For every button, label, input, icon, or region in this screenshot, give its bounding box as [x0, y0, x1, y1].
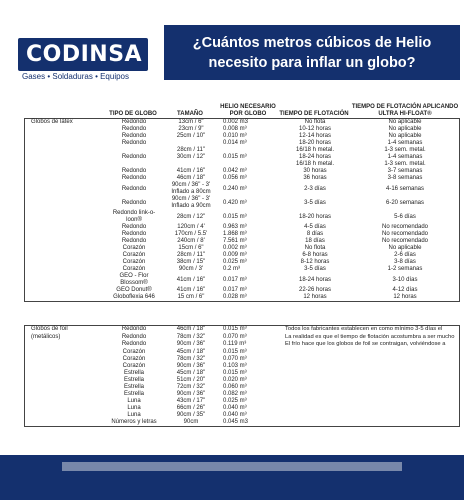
cell-type: Luna — [127, 404, 141, 411]
cell-helium: 0.963 m³ — [223, 224, 247, 230]
cell-type: Corazón — [122, 362, 146, 369]
table-row — [25, 238, 459, 245]
cell-type: Redondo — [121, 168, 147, 174]
table-row — [25, 287, 459, 294]
table-row — [25, 252, 459, 259]
cell-float: 18-24 horas — [298, 154, 332, 160]
group-cell — [25, 419, 105, 426]
cell-helium: 0.008 m³ — [223, 126, 247, 132]
cell-size: 90cm / 36" - 3' Inflado a 80cm — [171, 182, 211, 195]
group-cell — [25, 273, 105, 287]
foil-group-label: Globos de foil — [31, 326, 68, 332]
footer-blurred-text — [62, 462, 402, 471]
cell-size: 41cm / 16" — [176, 287, 206, 293]
group-cell — [25, 147, 105, 154]
cell-hifloat: 6-20 semanas — [385, 199, 425, 206]
header — [0, 0, 464, 92]
brand-tagline: Gases • Soldaduras • Equipos — [22, 72, 129, 81]
cell-hifloat: No aplicable — [388, 245, 422, 251]
group-cell — [25, 140, 105, 147]
table-row — [25, 168, 459, 175]
cell-helium: 0.025 m³ — [223, 259, 247, 265]
cell-hifloat: No aplicable — [388, 126, 422, 132]
table-row — [25, 259, 459, 266]
cell-size: 15cm / 6" — [178, 245, 204, 251]
latex-table-frame — [24, 118, 460, 302]
cell-hifloat: 3-8 semanas — [387, 175, 423, 181]
cell-helium: 0.009 m³ — [223, 252, 247, 258]
cell-type: Redondo — [121, 133, 147, 139]
cell-float: 10-12 horas — [298, 126, 332, 132]
cell-float: 22-26 horas — [298, 287, 332, 293]
cell-size: 90cm / 36" - 3' Inflado a 90cm — [171, 196, 211, 209]
table-row — [25, 412, 459, 419]
note-cell — [279, 349, 459, 356]
cell-helium: 0.025 m³ — [223, 397, 247, 404]
group-cell — [25, 341, 105, 349]
group-cell — [25, 231, 105, 238]
group-cell — [25, 161, 105, 168]
cell-size — [163, 140, 219, 147]
cell-size: 90cm / 36" — [176, 390, 206, 397]
cell-size: 45cm / 18" — [176, 369, 206, 376]
note-cell — [279, 356, 459, 363]
table-row — [25, 419, 459, 426]
group-cell — [25, 210, 105, 224]
table-row — [25, 245, 459, 252]
cell-float: 3-5 días — [304, 199, 326, 206]
group-cell — [25, 356, 105, 363]
cell-type: Redondo — [121, 140, 147, 146]
cell-size: 90cm / 35" — [176, 411, 206, 418]
cell-hifloat: 2-6 días — [394, 252, 416, 258]
cell-size: 66cm / 26" — [176, 404, 206, 411]
cell-helium: 0.045 m3 — [223, 418, 249, 425]
header-tamano: TAMAÑO — [177, 111, 203, 117]
cell-helium: 0.015 m³ — [223, 348, 247, 355]
cell-type: Luna — [127, 397, 141, 404]
cell-type: Redondo — [121, 126, 147, 132]
cell-size: 38cm / 15" — [176, 259, 206, 265]
cell-type: Redondo — [121, 238, 147, 244]
group-cell — [25, 370, 105, 377]
cell-helium: 0.056 m³ — [223, 175, 247, 181]
header-helio: HELIO NECESARIO POR GLOBO — [220, 104, 276, 117]
cell-hifloat: No recomendado — [381, 224, 429, 230]
table-row — [25, 210, 459, 224]
cell-type — [105, 147, 163, 154]
table-row — [25, 341, 459, 349]
cell-float: 12 horas — [303, 294, 327, 300]
cell-float: 30 horas — [303, 168, 327, 174]
cell-type: GEO Donut® — [116, 287, 152, 293]
note-cell — [279, 384, 459, 391]
cell-helium: 0.015 m³ — [223, 326, 247, 333]
cell-type: Números y letras — [111, 418, 157, 425]
cell-size: 90cm / 3' — [178, 266, 204, 272]
cell-helium: 0.420 m³ — [223, 199, 247, 206]
cell-helium: 7.561 m³ — [223, 238, 247, 244]
cell-float: 3-5 días — [304, 266, 326, 272]
table-row — [25, 147, 459, 154]
cell-hifloat: 4-16 semanas — [385, 185, 425, 192]
table-row — [25, 175, 459, 182]
cell-size: 72cm / 32" — [176, 383, 206, 390]
cell-size: 90cm / 36" — [176, 341, 206, 348]
group-cell — [25, 252, 105, 259]
cell-size: 25cm / 10" — [176, 133, 206, 139]
title-line-1: ¿Cuántos metros cúbicos de Helio — [192, 35, 432, 51]
cell-float: No flota — [304, 245, 326, 251]
footer-band — [0, 455, 464, 500]
cell-helium: 0.119 m³ — [223, 341, 247, 348]
note-cell — [279, 398, 459, 405]
note-cell — [279, 370, 459, 377]
cell-size: 120cm / 4' — [177, 224, 205, 230]
page-title — [164, 25, 460, 73]
cell-type: Globoflexia 646 — [113, 294, 155, 300]
note-cell — [279, 363, 459, 370]
group-cell — [25, 266, 105, 273]
cell-float: 18 días — [305, 238, 325, 244]
cell-hifloat: No recomendado — [381, 238, 429, 244]
foil-group-label-sub: (metálicos) — [31, 333, 61, 340]
group-cell — [25, 259, 105, 266]
table-row — [25, 119, 459, 126]
table-row — [25, 363, 459, 370]
table-row — [25, 384, 459, 391]
cell-hifloat: 3-10 días — [392, 276, 418, 283]
cell-float: 2-3 días — [304, 185, 326, 192]
note-cell — [279, 419, 459, 426]
cell-type: Redondo — [121, 175, 147, 181]
foil-note-line: Todos los fabricantes establecen en como mínimo 3-5 días el — [285, 326, 443, 332]
table-row — [25, 334, 459, 342]
cell-float: 4-5 días — [304, 224, 326, 230]
cell-helium — [219, 161, 279, 168]
cell-helium: 0.082 m³ — [223, 390, 247, 397]
cell-helium: 0.2 m³ — [223, 266, 241, 272]
latex-header-table — [24, 104, 460, 118]
cell-float: 16/18 h metal. — [295, 161, 335, 167]
cell-float: 12-14 horas — [298, 133, 332, 139]
cell-size: 15 cm / 6" — [177, 294, 205, 300]
table-row — [25, 182, 459, 196]
cell-hifloat: No recomendado — [381, 231, 429, 237]
table-row — [25, 294, 459, 301]
cell-hifloat: 1-4 semanas — [387, 140, 423, 146]
cell-size: 28cm / 11" — [176, 147, 206, 153]
cell-hifloat: 1-3 sem. metal. — [384, 161, 426, 167]
cell-size — [163, 161, 219, 168]
title-banner — [164, 25, 460, 80]
cell-size: 90cm — [183, 418, 199, 425]
cell-float: 18-24 horas — [298, 276, 332, 283]
group-cell — [25, 398, 105, 405]
table-row — [25, 154, 459, 161]
cell-helium: 0.060 m³ — [223, 383, 247, 390]
cell-type — [105, 161, 163, 168]
cell-type: Corazón — [122, 348, 146, 355]
note-cell — [279, 412, 459, 419]
cell-size: 170cm / 5.5' — [174, 231, 208, 237]
cell-float: 8-12 horas — [300, 259, 330, 265]
cell-helium — [219, 147, 279, 154]
cell-type: Estrella — [123, 369, 144, 376]
foil-note-line: El frío hace que los globos de foil se contraigan, volviéndose a — [285, 341, 446, 347]
table-row — [25, 405, 459, 412]
cell-hifloat: 3-7 semanas — [387, 168, 423, 174]
cell-size: 41cm / 16" — [176, 276, 206, 283]
group-cell — [25, 245, 105, 252]
foil-note-line: La realidad es que el tiempo de flotación acostumbra a ser mucho — [285, 333, 455, 340]
table-row — [25, 377, 459, 384]
cell-float: 18-20 horas — [298, 213, 332, 220]
group-cell — [25, 294, 105, 301]
table-row — [25, 349, 459, 356]
cell-hifloat: 4-12 días — [392, 287, 418, 293]
note-cell — [279, 391, 459, 398]
cell-size: 78cm / 32" — [176, 355, 206, 362]
latex-table-block — [24, 104, 460, 302]
group-cell — [25, 175, 105, 182]
cell-type: Estrella — [123, 390, 144, 397]
cell-size: 46cm / 18" — [176, 326, 206, 333]
cell-size: 78cm / 32" — [176, 333, 206, 340]
group-cell — [25, 349, 105, 356]
cell-size: 240cm / 8' — [177, 238, 205, 244]
table-row — [25, 273, 459, 287]
cell-float: 36 horas — [303, 175, 327, 181]
note-cell — [279, 405, 459, 412]
cell-type: Redondo — [121, 341, 147, 348]
cell-helium: 0.017 m³ — [223, 276, 247, 283]
cell-size: 13cm / 6" — [178, 119, 204, 125]
cell-type: Redondo — [121, 231, 147, 237]
title-line-2: necesito para inflar un globo? — [208, 55, 416, 71]
group-cell — [25, 405, 105, 412]
foil-table-frame — [24, 325, 460, 427]
table-row — [25, 370, 459, 377]
cell-hifloat: No aplicable — [388, 119, 422, 125]
group-cell — [25, 182, 105, 196]
cell-type: Redondo — [121, 185, 147, 192]
cell-helium: 0.020 m³ — [223, 376, 247, 383]
cell-type: Corazón — [122, 259, 146, 265]
cell-size: 28cm / 12" — [176, 213, 206, 220]
cell-float: 16/18 h metal. — [295, 147, 335, 153]
group-cell — [25, 196, 105, 210]
table-row — [25, 326, 459, 334]
table-row — [25, 266, 459, 273]
cell-type: Redondo — [121, 154, 147, 160]
table-row — [25, 196, 459, 210]
table-row — [25, 398, 459, 405]
cell-hifloat: 1-3 sem. metal. — [384, 147, 426, 153]
table-row — [25, 224, 459, 231]
cell-hifloat: 5-6 días — [394, 213, 416, 220]
group-cell — [25, 412, 105, 419]
cell-float: 6-8 horas — [302, 252, 328, 258]
table-row — [25, 231, 459, 238]
table-row — [25, 391, 459, 398]
cell-hifloat: 12 horas — [393, 294, 417, 300]
latex-table — [25, 119, 459, 301]
cell-type: Redondo — [121, 333, 147, 340]
cell-helium: 0.042 m³ — [223, 168, 247, 174]
cell-hifloat: 1-4 semanas — [387, 154, 423, 160]
table-row — [25, 126, 459, 133]
foil-table-block — [24, 325, 460, 427]
table-row — [25, 161, 459, 168]
cell-size: 46cm / 18" — [176, 175, 206, 181]
group-cell — [25, 384, 105, 391]
cell-type: Estrella — [123, 376, 144, 383]
cell-hifloat: No aplicable — [388, 133, 422, 139]
cell-type: Redondo — [121, 326, 147, 333]
header-flotacion: TIEMPO DE FLOTACIÓN — [279, 111, 349, 117]
group-cell — [25, 391, 105, 398]
cell-helium: 0.070 m³ — [223, 333, 247, 340]
cell-helium: 0.010 m³ — [223, 133, 247, 139]
cell-helium: 1.868 m³ — [223, 231, 247, 237]
cell-helium: 0.040 m³ — [223, 404, 247, 411]
cell-float: No flota — [304, 119, 326, 125]
cell-helium: 0.103 m³ — [223, 362, 247, 369]
cell-type: GEO - Flor Blossom® — [119, 273, 149, 286]
brand-logo — [18, 38, 148, 71]
cell-type: Redondo link-o-loon® — [112, 210, 156, 223]
cell-size: 28cm / 11" — [176, 252, 206, 258]
cell-size: 30cm / 12" — [176, 154, 206, 160]
group-cell — [25, 126, 105, 133]
cell-type: Corazón — [122, 266, 146, 272]
cell-size: 43cm / 17" — [176, 397, 206, 404]
cell-helium: 0.028 m³ — [223, 294, 247, 300]
cell-type: Luna — [127, 411, 141, 418]
group-cell — [25, 377, 105, 384]
cell-helium: 0.015 m³ — [223, 213, 247, 220]
brand-name: CODINSA — [26, 42, 143, 67]
cell-float: 18-20 horas — [298, 140, 332, 146]
note-cell — [279, 377, 459, 384]
group-cell — [25, 154, 105, 161]
group-cell — [25, 287, 105, 294]
cell-type: Corazón — [122, 245, 146, 251]
cell-hifloat: 3-8 días — [394, 259, 416, 265]
cell-size: 23cm / 9" — [178, 126, 204, 132]
cell-type: Redondo — [121, 199, 147, 206]
header-hifloat: TIEMPO DE FLOTACIÓN APLICANDO ULTRA HI-FLOAT® — [351, 104, 459, 117]
cell-type: Corazón — [122, 355, 146, 362]
header-tipo: TIPO DE GLOBO — [109, 111, 157, 117]
cell-float: 8 días — [306, 231, 324, 237]
cell-size: 51cm / 20" — [176, 376, 206, 383]
cell-helium: 0.015 m³ — [223, 369, 247, 376]
cell-size: 45cm / 18" — [176, 348, 206, 355]
cell-type: Redondo — [121, 119, 147, 125]
group-cell — [25, 168, 105, 175]
cell-helium: 0.015 m³ — [223, 154, 247, 160]
cell-helium: 0.070 m³ — [223, 355, 247, 362]
table-row — [25, 133, 459, 140]
group-cell — [25, 224, 105, 231]
cell-helium: 0.014 m³ — [223, 140, 247, 146]
group-cell — [25, 238, 105, 245]
cell-helium: 0.240 m³ — [223, 185, 247, 192]
cell-size: 90cm / 36" — [176, 362, 206, 369]
cell-type: Corazón — [122, 252, 146, 258]
cell-helium: 0.002 m3 — [223, 119, 249, 125]
cell-type: Estrella — [123, 383, 144, 390]
table-row — [25, 356, 459, 363]
cell-hifloat: 1-2 semanas — [387, 266, 423, 272]
group-cell — [25, 363, 105, 370]
cell-type: Redondo — [121, 224, 147, 230]
latex-group-label: Globos de látex — [31, 119, 73, 125]
table-row — [25, 140, 459, 147]
cell-size: 41cm / 16" — [176, 168, 206, 174]
foil-table — [25, 326, 459, 426]
cell-helium: 0.040 m³ — [223, 411, 247, 418]
cell-helium: 0.017 m³ — [223, 287, 247, 293]
group-cell — [25, 133, 105, 140]
cell-helium: 0.002 m³ — [223, 245, 247, 251]
